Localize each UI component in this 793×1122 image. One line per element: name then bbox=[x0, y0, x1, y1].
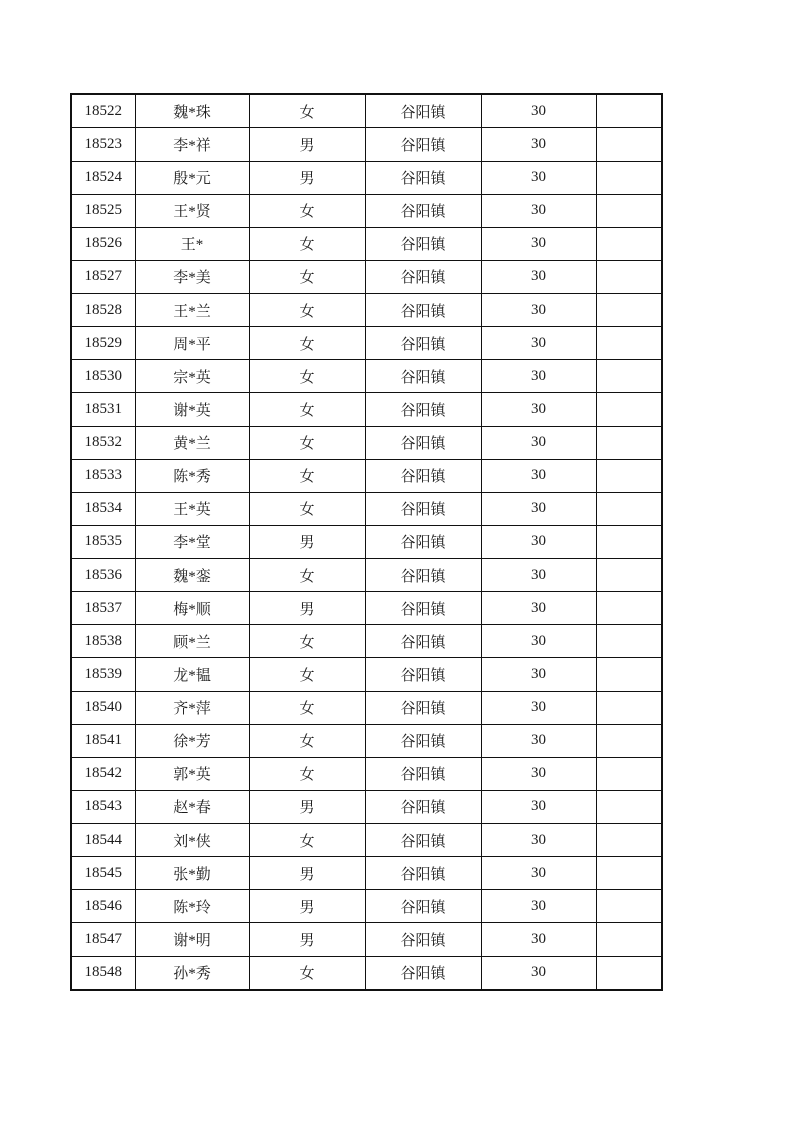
cell-amount: 30 bbox=[481, 525, 596, 558]
cell-name: 徐*芳 bbox=[135, 724, 249, 757]
cell-blank bbox=[596, 625, 662, 658]
cell-blank bbox=[596, 956, 662, 990]
cell-id: 18539 bbox=[71, 658, 135, 691]
cell-amount: 30 bbox=[481, 923, 596, 956]
cell-amount: 30 bbox=[481, 625, 596, 658]
table-row bbox=[71, 790, 662, 823]
cell-id: 18542 bbox=[71, 757, 135, 790]
cell-town: 谷阳镇 bbox=[365, 956, 481, 990]
cell-gender: 女 bbox=[249, 327, 365, 360]
table-row bbox=[71, 260, 662, 293]
cell-name: 王*兰 bbox=[135, 294, 249, 327]
table-row bbox=[71, 625, 662, 658]
cell-town: 谷阳镇 bbox=[365, 426, 481, 459]
cell-blank bbox=[596, 194, 662, 227]
table-row bbox=[71, 658, 662, 691]
cell-name: 梅*顺 bbox=[135, 592, 249, 625]
cell-id: 18548 bbox=[71, 956, 135, 990]
cell-town: 谷阳镇 bbox=[365, 492, 481, 525]
cell-blank bbox=[596, 294, 662, 327]
cell-amount: 30 bbox=[481, 790, 596, 823]
table-row bbox=[71, 890, 662, 923]
cell-name: 王*贤 bbox=[135, 194, 249, 227]
cell-blank bbox=[596, 592, 662, 625]
cell-amount: 30 bbox=[481, 890, 596, 923]
cell-name: 龙*韫 bbox=[135, 658, 249, 691]
cell-gender: 男 bbox=[249, 790, 365, 823]
cell-blank bbox=[596, 426, 662, 459]
cell-amount: 30 bbox=[481, 592, 596, 625]
table-row bbox=[71, 128, 662, 161]
cell-name: 李*美 bbox=[135, 260, 249, 293]
table-row bbox=[71, 94, 662, 128]
cell-amount: 30 bbox=[481, 691, 596, 724]
cell-name: 魏*珠 bbox=[135, 94, 249, 128]
cell-amount: 30 bbox=[481, 194, 596, 227]
cell-id: 18544 bbox=[71, 824, 135, 857]
cell-town: 谷阳镇 bbox=[365, 658, 481, 691]
cell-name: 周*平 bbox=[135, 327, 249, 360]
cell-town: 谷阳镇 bbox=[365, 559, 481, 592]
cell-name: 孙*秀 bbox=[135, 956, 249, 990]
cell-blank bbox=[596, 459, 662, 492]
cell-town: 谷阳镇 bbox=[365, 525, 481, 558]
cell-town: 谷阳镇 bbox=[365, 625, 481, 658]
cell-town: 谷阳镇 bbox=[365, 923, 481, 956]
cell-blank bbox=[596, 857, 662, 890]
cell-id: 18547 bbox=[71, 923, 135, 956]
cell-gender: 女 bbox=[249, 360, 365, 393]
table-row bbox=[71, 492, 662, 525]
cell-amount: 30 bbox=[481, 492, 596, 525]
cell-town: 谷阳镇 bbox=[365, 857, 481, 890]
cell-name: 顾*兰 bbox=[135, 625, 249, 658]
cell-name: 魏*銮 bbox=[135, 559, 249, 592]
cell-blank bbox=[596, 393, 662, 426]
table-row bbox=[71, 227, 662, 260]
table-body bbox=[71, 94, 662, 990]
cell-town: 谷阳镇 bbox=[365, 294, 481, 327]
cell-town: 谷阳镇 bbox=[365, 890, 481, 923]
cell-town: 谷阳镇 bbox=[365, 260, 481, 293]
cell-town: 谷阳镇 bbox=[365, 757, 481, 790]
cell-blank bbox=[596, 724, 662, 757]
cell-amount: 30 bbox=[481, 260, 596, 293]
cell-name: 王* bbox=[135, 227, 249, 260]
cell-blank bbox=[596, 525, 662, 558]
cell-name: 郭*英 bbox=[135, 757, 249, 790]
table-row bbox=[71, 757, 662, 790]
cell-id: 18527 bbox=[71, 260, 135, 293]
cell-gender: 男 bbox=[249, 890, 365, 923]
cell-amount: 30 bbox=[481, 227, 596, 260]
cell-id: 18537 bbox=[71, 592, 135, 625]
table-row bbox=[71, 525, 662, 558]
cell-gender: 男 bbox=[249, 161, 365, 194]
cell-amount: 30 bbox=[481, 824, 596, 857]
cell-town: 谷阳镇 bbox=[365, 161, 481, 194]
cell-gender: 女 bbox=[249, 724, 365, 757]
cell-town: 谷阳镇 bbox=[365, 360, 481, 393]
table-row bbox=[71, 161, 662, 194]
cell-id: 18546 bbox=[71, 890, 135, 923]
cell-id: 18530 bbox=[71, 360, 135, 393]
table-row bbox=[71, 923, 662, 956]
cell-blank bbox=[596, 327, 662, 360]
cell-blank bbox=[596, 790, 662, 823]
cell-blank bbox=[596, 492, 662, 525]
cell-name: 王*英 bbox=[135, 492, 249, 525]
cell-gender: 女 bbox=[249, 625, 365, 658]
table-row bbox=[71, 294, 662, 327]
cell-id: 18538 bbox=[71, 625, 135, 658]
cell-gender: 男 bbox=[249, 923, 365, 956]
cell-blank bbox=[596, 691, 662, 724]
cell-gender: 女 bbox=[249, 757, 365, 790]
cell-gender: 女 bbox=[249, 691, 365, 724]
cell-gender: 女 bbox=[249, 393, 365, 426]
cell-name: 殷*元 bbox=[135, 161, 249, 194]
table-row bbox=[71, 559, 662, 592]
table-row bbox=[71, 393, 662, 426]
cell-amount: 30 bbox=[481, 360, 596, 393]
table-row bbox=[71, 691, 662, 724]
cell-town: 谷阳镇 bbox=[365, 459, 481, 492]
cell-town: 谷阳镇 bbox=[365, 128, 481, 161]
cell-gender: 女 bbox=[249, 459, 365, 492]
cell-id: 18526 bbox=[71, 227, 135, 260]
table-row bbox=[71, 956, 662, 990]
cell-blank bbox=[596, 559, 662, 592]
cell-amount: 30 bbox=[481, 724, 596, 757]
cell-town: 谷阳镇 bbox=[365, 790, 481, 823]
cell-gender: 女 bbox=[249, 824, 365, 857]
cell-id: 18534 bbox=[71, 492, 135, 525]
table-row bbox=[71, 724, 662, 757]
cell-name: 黄*兰 bbox=[135, 426, 249, 459]
cell-name: 张*勤 bbox=[135, 857, 249, 890]
cell-name: 李*祥 bbox=[135, 128, 249, 161]
cell-blank bbox=[596, 128, 662, 161]
cell-id: 18523 bbox=[71, 128, 135, 161]
cell-gender: 男 bbox=[249, 592, 365, 625]
cell-id: 18525 bbox=[71, 194, 135, 227]
cell-id: 18543 bbox=[71, 790, 135, 823]
cell-gender: 男 bbox=[249, 525, 365, 558]
cell-town: 谷阳镇 bbox=[365, 724, 481, 757]
cell-blank bbox=[596, 923, 662, 956]
cell-blank bbox=[596, 360, 662, 393]
table-row bbox=[71, 327, 662, 360]
cell-amount: 30 bbox=[481, 757, 596, 790]
cell-amount: 30 bbox=[481, 426, 596, 459]
data-table bbox=[70, 93, 663, 991]
cell-name: 陈*玲 bbox=[135, 890, 249, 923]
cell-town: 谷阳镇 bbox=[365, 227, 481, 260]
cell-gender: 男 bbox=[249, 128, 365, 161]
cell-blank bbox=[596, 227, 662, 260]
cell-amount: 30 bbox=[481, 658, 596, 691]
cell-id: 18531 bbox=[71, 393, 135, 426]
cell-name: 刘*侠 bbox=[135, 824, 249, 857]
cell-id: 18536 bbox=[71, 559, 135, 592]
cell-gender: 女 bbox=[249, 658, 365, 691]
cell-blank bbox=[596, 161, 662, 194]
cell-id: 18533 bbox=[71, 459, 135, 492]
cell-blank bbox=[596, 658, 662, 691]
cell-amount: 30 bbox=[481, 94, 596, 128]
cell-amount: 30 bbox=[481, 294, 596, 327]
cell-town: 谷阳镇 bbox=[365, 592, 481, 625]
cell-amount: 30 bbox=[481, 559, 596, 592]
cell-name: 谢*英 bbox=[135, 393, 249, 426]
cell-name: 陈*秀 bbox=[135, 459, 249, 492]
cell-gender: 女 bbox=[249, 559, 365, 592]
cell-town: 谷阳镇 bbox=[365, 327, 481, 360]
cell-name: 赵*春 bbox=[135, 790, 249, 823]
cell-amount: 30 bbox=[481, 956, 596, 990]
cell-blank bbox=[596, 94, 662, 128]
cell-town: 谷阳镇 bbox=[365, 94, 481, 128]
cell-town: 谷阳镇 bbox=[365, 393, 481, 426]
cell-gender: 女 bbox=[249, 260, 365, 293]
cell-gender: 女 bbox=[249, 956, 365, 990]
table-row bbox=[71, 194, 662, 227]
cell-id: 18535 bbox=[71, 525, 135, 558]
cell-town: 谷阳镇 bbox=[365, 824, 481, 857]
cell-id: 18524 bbox=[71, 161, 135, 194]
cell-name: 李*堂 bbox=[135, 525, 249, 558]
cell-blank bbox=[596, 824, 662, 857]
cell-name: 齐*萍 bbox=[135, 691, 249, 724]
cell-gender: 女 bbox=[249, 227, 365, 260]
cell-amount: 30 bbox=[481, 161, 596, 194]
table-row bbox=[71, 592, 662, 625]
cell-id: 18541 bbox=[71, 724, 135, 757]
cell-name: 谢*明 bbox=[135, 923, 249, 956]
table-row bbox=[71, 360, 662, 393]
cell-amount: 30 bbox=[481, 459, 596, 492]
cell-id: 18540 bbox=[71, 691, 135, 724]
cell-amount: 30 bbox=[481, 327, 596, 360]
table-row bbox=[71, 857, 662, 890]
cell-id: 18545 bbox=[71, 857, 135, 890]
cell-town: 谷阳镇 bbox=[365, 194, 481, 227]
cell-id: 18528 bbox=[71, 294, 135, 327]
cell-blank bbox=[596, 890, 662, 923]
cell-amount: 30 bbox=[481, 857, 596, 890]
table-row bbox=[71, 459, 662, 492]
cell-id: 18532 bbox=[71, 426, 135, 459]
cell-town: 谷阳镇 bbox=[365, 691, 481, 724]
cell-gender: 女 bbox=[249, 94, 365, 128]
cell-amount: 30 bbox=[481, 128, 596, 161]
cell-id: 18529 bbox=[71, 327, 135, 360]
cell-amount: 30 bbox=[481, 393, 596, 426]
cell-gender: 女 bbox=[249, 194, 365, 227]
cell-blank bbox=[596, 757, 662, 790]
cell-gender: 女 bbox=[249, 492, 365, 525]
cell-id: 18522 bbox=[71, 94, 135, 128]
cell-blank bbox=[596, 260, 662, 293]
cell-name: 宗*英 bbox=[135, 360, 249, 393]
cell-gender: 男 bbox=[249, 857, 365, 890]
table-row bbox=[71, 824, 662, 857]
cell-gender: 女 bbox=[249, 426, 365, 459]
cell-gender: 女 bbox=[249, 294, 365, 327]
table-row bbox=[71, 426, 662, 459]
